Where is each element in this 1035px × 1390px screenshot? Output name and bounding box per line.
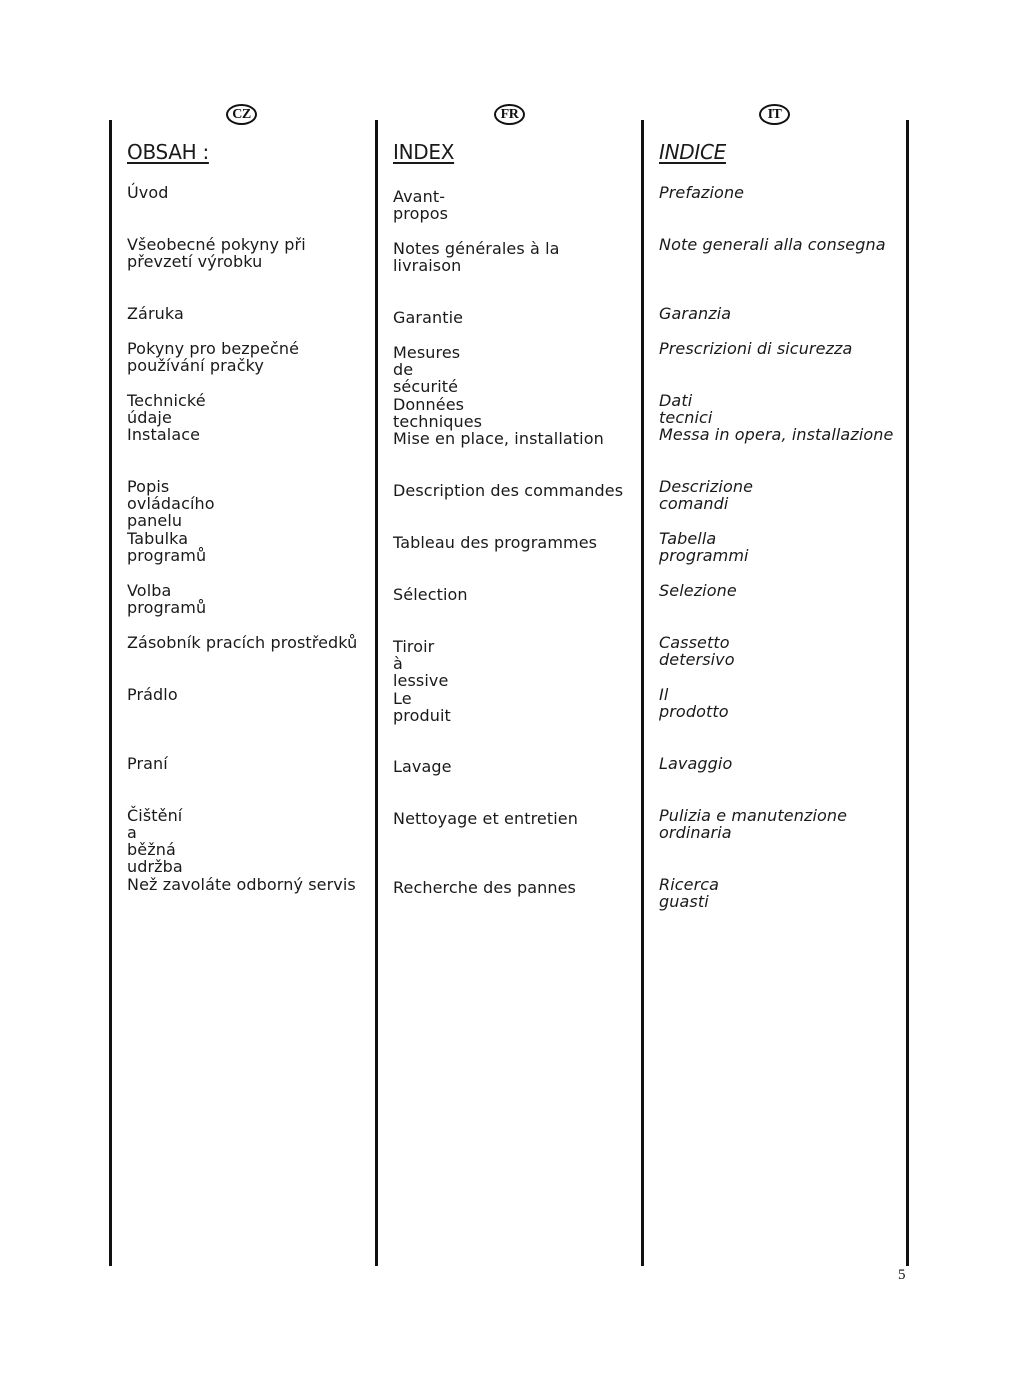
toc-item: Prefazione: [659, 183, 745, 202]
toc-item: Sélection: [393, 585, 468, 604]
toc-item: Než zavoláte odborný servis: [127, 875, 356, 894]
heading-cz: OBSAH :: [127, 140, 209, 164]
toc-item: Ricerca guasti: [659, 875, 720, 911]
column-rule-2: [375, 120, 378, 1266]
toc-item: Messa in opera, installazione: [659, 425, 894, 444]
toc-item: Popis ovládacího panelu: [127, 477, 215, 530]
toc-item: Technické údaje: [127, 391, 206, 427]
toc-item: Čištění a běžná udržba: [127, 806, 183, 876]
toc-item: Mise en place, installation: [393, 429, 604, 448]
column-rule-4: [906, 120, 909, 1266]
toc-item: Mesures de sécurité: [393, 343, 461, 396]
heading-it: INDICE: [659, 140, 726, 164]
toc-item: Selezione: [659, 581, 737, 600]
toc-item: Prádlo: [127, 685, 178, 704]
heading-fr: INDEX: [393, 140, 455, 164]
language-badge-it: IT: [759, 104, 790, 125]
toc-item: Záruka: [127, 304, 184, 323]
toc-item: Zásobník pracích prostředků: [127, 633, 358, 652]
toc-item: Instalace: [127, 425, 201, 444]
toc-item: Recherche des pannes: [393, 878, 576, 897]
toc-item: Volba programů: [127, 581, 207, 617]
toc-item: Garanzia: [659, 304, 732, 323]
toc-item: Pokyny pro bezpečné používání pračky: [127, 339, 300, 375]
language-badge-fr: FR: [494, 104, 525, 125]
toc-item: Nettoyage et entretien: [393, 809, 578, 828]
toc-item: Dati tecnici: [659, 391, 713, 427]
page-number: 5: [898, 1267, 906, 1283]
toc-item: Tabulka programů: [127, 529, 207, 565]
toc-item: Tiroir à lessive: [393, 637, 449, 690]
toc-item: Lavaggio: [659, 754, 733, 773]
toc-item: Lavage: [393, 757, 452, 776]
toc-item: Il prodotto: [659, 685, 729, 721]
toc-item: Všeobecné pokyny při převzetí výrobku: [127, 235, 306, 271]
toc-item: Le produit: [393, 689, 451, 725]
toc-item: Pulizia e manutenzione ordinaria: [659, 806, 848, 842]
toc-item: Praní: [127, 754, 168, 773]
toc-item: Descrizione comandi: [659, 477, 754, 513]
toc-item: Úvod: [127, 183, 169, 202]
column-rule-1: [109, 120, 112, 1266]
toc-item: Cassetto detersivo: [659, 633, 735, 669]
toc-item: Note generali alla consegna: [659, 235, 886, 254]
toc-item: Prescrizioni di sicurezza: [659, 339, 853, 358]
toc-item: Garantie: [393, 308, 464, 327]
toc-item: Données techniques: [393, 395, 483, 431]
toc-item: Description des commandes: [393, 481, 624, 500]
toc-item: Avant-propos: [393, 187, 449, 223]
toc-item: Notes générales à la livraison: [393, 239, 560, 275]
column-rule-3: [641, 120, 644, 1266]
toc-item: Tableau des programmes: [393, 533, 598, 552]
language-badge-cz: CZ: [226, 104, 257, 125]
toc-item: Tabella programmi: [659, 529, 749, 565]
